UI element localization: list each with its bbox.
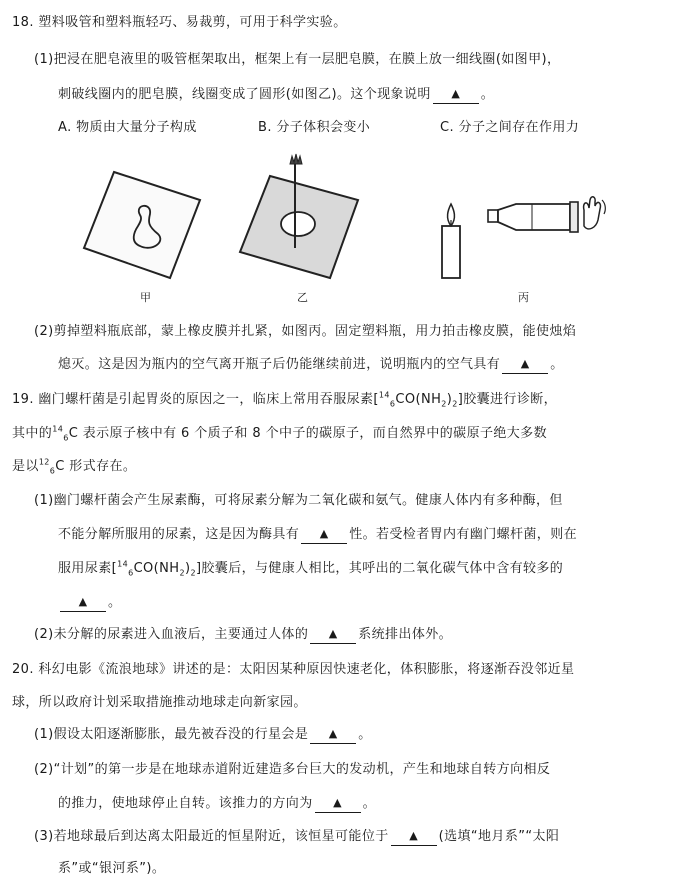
triangle-icon: ▲ (333, 796, 343, 809)
q20-stem-line2: 球，所以政府计划采取措施推动地球走向新家园。 (12, 695, 307, 710)
q18-part1-line2 (58, 86, 494, 105)
q19-part1-line3 (58, 560, 563, 578)
hand-icon (584, 197, 606, 229)
q18-part2-text: 熄灭。这是因为瓶内的空气离开瓶子后仍能继续前进，说明瓶内的空气具有 (58, 357, 501, 372)
circle-loop-icon (281, 212, 315, 236)
answer-blank[interactable] (60, 593, 106, 612)
isotope-number: 6 (63, 433, 69, 443)
q18-part2-line2 (58, 356, 564, 375)
option-a: A. 物质由大量分子构成 (58, 120, 197, 135)
plastic-bottle-icon (488, 202, 578, 232)
q20-part3-text: (选填“地月系”“太阳 (438, 829, 560, 844)
q19-stem-line1 (12, 391, 557, 409)
formula-subscript: 2 (452, 399, 458, 409)
q18-part1-line1: (1)把浸在肥皂液里的吸管框架取出，框架上有一层肥皂膜，在膜上放一细线圈(如图甲)， (34, 52, 561, 67)
q19-stem-tail: ]胶囊进行诊断， (457, 392, 558, 407)
q19-part1-text: 不能分解所服用的尿素，这是因为酶具有 (58, 527, 300, 542)
figure-caption-jia: 甲 (140, 291, 151, 304)
option-b: B. 分子体积会变小 (258, 120, 371, 135)
q20-part3-text: (3)若地球最后到达离太阳最近的恒星附近，该恒星可能位于 (34, 829, 389, 844)
answer-blank[interactable] (315, 794, 361, 813)
period: 。 (550, 357, 564, 372)
q19-stem-text: 是以 (12, 459, 39, 474)
formula-close: ) (446, 392, 453, 407)
q20-part2-line1: (2)“计划”的第一步是在地球赤道附近建造多台巨大的发动机，产生和地球自转方向相反 (34, 762, 551, 777)
triangle-icon: ▲ (78, 595, 88, 608)
candle-icon (442, 204, 460, 278)
q20-part1 (34, 726, 372, 745)
figure-jia-soap-film (78, 160, 208, 285)
formula-text: CO(NH (133, 561, 180, 576)
q19-part1-line2 (58, 526, 577, 545)
q19-stem-text: C 表示原子核中有 6 个质子和 8 个中子的碳原子，而自然界中的碳原子绝大多数 (68, 426, 547, 441)
q19-part1-text: 性。若受检者胃内有幽门螺杆菌，则在 (349, 527, 578, 542)
period: 。 (108, 595, 122, 610)
isotope-number: 6 (128, 568, 134, 578)
q20-part2-text: 的推力，使地球停止自转。该推力的方向为 (58, 796, 313, 811)
triangle-icon: ▲ (520, 357, 530, 370)
q20-part3-line1 (34, 828, 559, 847)
q20-part2-line2 (58, 795, 376, 814)
q19-part1-line1: (1)幽门螺杆菌会产生尿素酶，可将尿素分解为二氧化碳和氨气。健康人体内有多种酶，但 (34, 493, 563, 508)
period: 。 (480, 87, 495, 102)
answer-blank[interactable] (391, 827, 437, 846)
isotope-mass: 14 (52, 424, 64, 434)
q19-stem-line3 (12, 458, 136, 476)
q20-stem-line1: 20. 科幻电影《流浪地球》讲述的是：太阳因某种原因快速老化，体积膨胀，将逐渐吞没邻近星 (12, 662, 575, 677)
triangle-icon: ▲ (409, 829, 419, 842)
q19-part2-text: 系统排出体外。 (358, 627, 453, 642)
triangle-icon: ▲ (328, 627, 338, 640)
triangle-icon: ▲ (451, 87, 461, 100)
formula-close: ) (184, 561, 191, 576)
answer-blank[interactable] (433, 85, 479, 104)
answer-blank[interactable] (310, 625, 356, 644)
period: 。 (358, 727, 372, 742)
q19-stem-text: C 形式存在。 (55, 459, 137, 474)
q18-stem: 18. 塑料吸管和塑料瓶轻巧、易裁剪，可用于科学实验。 (12, 15, 347, 30)
figure-caption-yi: 乙 (297, 291, 308, 304)
figure-yi-circular-loop (232, 150, 367, 285)
figure-bing-candle-bottle (432, 196, 612, 286)
q19-stem-text: 19. 幽门螺杆菌是引起胃炎的原因之一，临床上常用吞服尿素[ (12, 392, 379, 407)
isotope-number: 6 (49, 466, 56, 476)
formula-text: CO(NH (395, 392, 442, 407)
q19-part1-text: 服用尿素[ (58, 561, 118, 576)
isotope-number: 6 (389, 399, 396, 409)
q20-part3-line2: 系”或“银河系”)。 (58, 861, 166, 876)
figure-caption-bing: 丙 (518, 291, 529, 304)
q18-part1-text: 刺破线圈内的肥皂膜，线圈变成了圆形(如图乙)。这个现象说明 (58, 87, 431, 102)
isotope-mass: 12 (38, 457, 50, 467)
triangle-icon: ▲ (328, 727, 338, 740)
q19-part1-text: ]胶囊后，与健康人相比，其呼出的二氧化碳气体中含有较多的 (195, 561, 564, 576)
q19-part1-line4 (58, 594, 121, 613)
answer-blank[interactable] (502, 355, 548, 374)
triangle-icon: ▲ (319, 527, 329, 540)
option-c: C. 分子之间存在作用力 (440, 120, 580, 135)
answer-blank[interactable] (310, 725, 356, 744)
q18-part2-line1: (2)剪掉塑料瓶底部，蒙上橡皮膜并扎紧，如图丙。固定塑料瓶，用力拍击橡皮膜，能使烛焰 (34, 324, 577, 339)
isotope-mass: 14 (378, 390, 390, 400)
answer-blank[interactable] (301, 525, 347, 544)
formula-subscript: 2 (190, 568, 196, 578)
formula-subscript: 2 (441, 399, 447, 409)
q20-part1-text: (1)假设太阳逐渐膨胀，最先被吞没的行星会是 (34, 727, 309, 742)
period: 。 (362, 796, 377, 811)
q19-part2-text: (2)未分解的尿素进入血液后，主要通过人体的 (34, 627, 309, 642)
formula-subscript: 2 (179, 568, 185, 578)
q19-part2 (34, 626, 452, 645)
q19-stem-line2 (12, 425, 547, 443)
q19-stem-text: 其中的 (12, 426, 53, 441)
isotope-mass: 14 (117, 559, 129, 569)
